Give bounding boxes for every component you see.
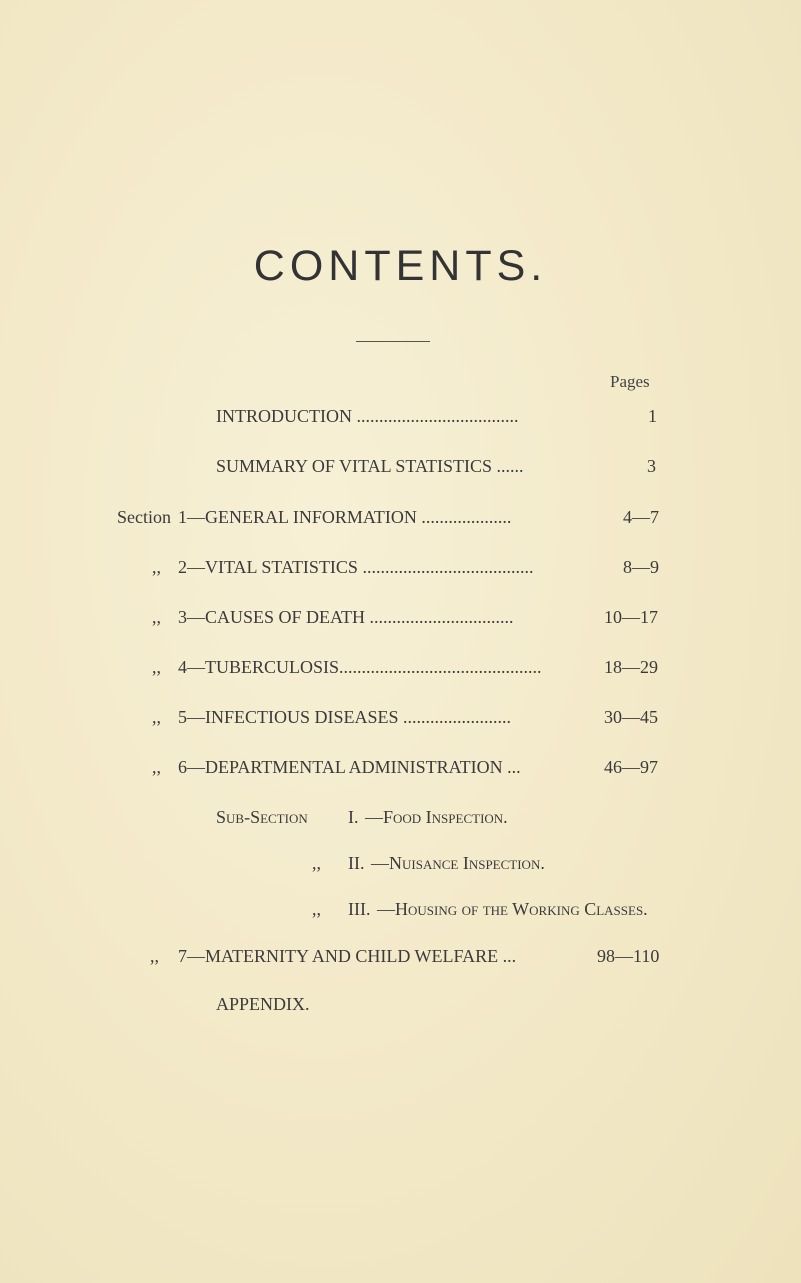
entry-label: 5—INFECTIOUS DISEASES ........................: [178, 707, 512, 727]
entry-prefix: ,,: [152, 707, 161, 727]
entry-pages: 98—110: [597, 946, 660, 966]
entry-pages: 3: [647, 456, 656, 476]
subsection-prefix: Sub-Section: [216, 807, 308, 827]
entry-prefix: ,,: [152, 557, 161, 577]
toc-entry: [0, 505, 801, 529]
entry-prefix: ,,: [150, 946, 159, 966]
entry-label: INTRODUCTION ....................................: [216, 406, 519, 426]
entry-label: 4—TUBERCULOSIS.............................................: [178, 657, 542, 677]
entry-label: 3—CAUSES OF DEATH ................................: [178, 607, 514, 627]
entry-pages: 30—45: [604, 707, 658, 727]
entry-prefix: ,,: [152, 657, 161, 677]
toc-entry: [0, 944, 801, 968]
subsection-prefix: ,,: [312, 899, 321, 919]
entry-pages: 18—29: [604, 657, 658, 677]
entry-pages: 1: [648, 406, 657, 426]
subsection-number: II.: [348, 853, 365, 873]
toc-entry: [0, 404, 801, 428]
subsection-number: III.: [348, 899, 371, 919]
toc-entry: [0, 655, 801, 679]
subsection-number: I.: [348, 807, 359, 827]
entry-pages: 4—7: [623, 507, 659, 527]
subsection-title: —Food Inspection.: [365, 807, 508, 827]
entry-pages: 10—17: [604, 607, 658, 627]
entry-prefix: ,,: [152, 757, 161, 777]
toc-entry: [0, 755, 801, 779]
entry-prefix: Section: [117, 507, 171, 527]
toc-entry: [0, 705, 801, 729]
entry-label: 6—DEPARTMENTAL ADMINISTRATION ...: [178, 757, 521, 777]
entry-pages: 46—97: [604, 757, 658, 777]
entry-label: 7—MATERNITY AND CHILD WELFARE ...: [178, 946, 517, 966]
appendix-heading: APPENDIX.: [216, 994, 310, 1014]
entry-label: 1—GENERAL INFORMATION ....................: [178, 507, 512, 527]
entry-prefix: ,,: [152, 607, 161, 627]
title-divider: [356, 341, 430, 342]
subsection-prefix: ,,: [312, 853, 321, 873]
entry-pages: 8—9: [623, 557, 659, 577]
subsection-title: —Nuisance Inspection.: [371, 853, 545, 873]
entry-label: 2—VITAL STATISTICS ......................................: [178, 557, 534, 577]
toc-entry: [0, 555, 801, 579]
toc-entry: [0, 605, 801, 629]
pages-column-header: Pages: [610, 372, 650, 391]
subsection-title: —Housing of the Working Classes.: [377, 899, 648, 919]
toc-entry: [0, 454, 801, 478]
page-title: CONTENTS.: [253, 242, 548, 290]
entry-label: SUMMARY OF VITAL STATISTICS ......: [216, 456, 524, 476]
